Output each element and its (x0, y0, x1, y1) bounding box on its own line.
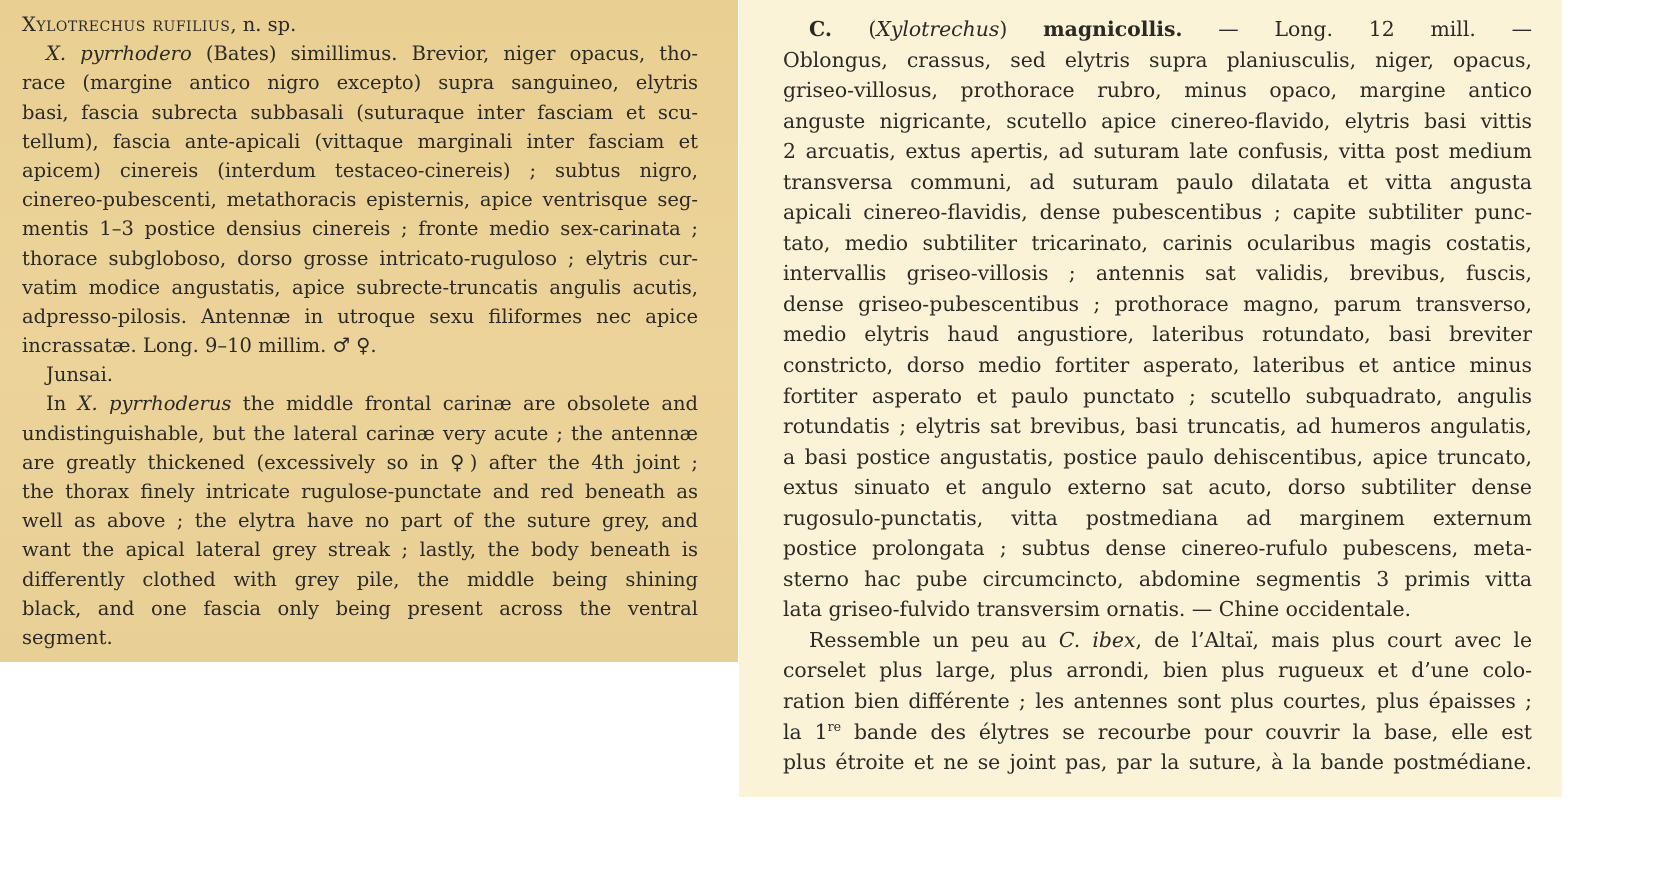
text-line (783, 442, 1532, 473)
text-segment: thorace subgloboso, dorso grosse intricato-ruguloso ; elytris cur- (22, 246, 698, 270)
text-segment: X. pyrrhoderus (77, 392, 232, 416)
text-line (783, 319, 1532, 350)
left-page-text (22, 10, 698, 652)
text-segment: the thorax finely intricate rugulose-punctate and red beneath as (22, 480, 698, 503)
text-segment: dense griseo-pubescentibus ; prothorace magno, parum transverso, (783, 291, 1532, 316)
text-segment: undistinguishable, but the lateral carinæ very acute ; the antennæ (22, 421, 698, 445)
text-segment: Oblongus, crassus, sed elytris supra planiusculis, niger, opacus, (783, 47, 1532, 72)
text-line (783, 136, 1532, 167)
text-line (22, 506, 698, 535)
text-line (22, 273, 698, 302)
text-segment: constricto, dorso medio fortiter asperato, lateribus et antice minus (783, 353, 1532, 378)
text-line (783, 717, 1532, 748)
text-line (783, 350, 1532, 381)
text-segment: la 1 (783, 719, 828, 744)
text-line (783, 533, 1532, 564)
text-line (22, 565, 698, 594)
text-segment: Junsai. (46, 363, 114, 387)
text-segment: In (46, 392, 78, 416)
text-line (783, 655, 1532, 686)
text-line (783, 14, 1532, 45)
text-segment: cinereo-pubescenti, metathoracis episternis, apice ventrisque seg- (22, 188, 698, 212)
text-line (22, 331, 698, 360)
text-segment: ( (868, 17, 877, 41)
text-segment: adpresso-pilosis. Antennæ in utroque sexu filiformes nec apice (22, 304, 698, 328)
text-segment: extus sinuato et angulo externo sat acuto, dorso subtiliter dense (783, 475, 1532, 500)
text-segment: lata griseo-fulvido transversim ornatis. — Chine occidentale. (783, 597, 1411, 622)
text-segment: Xylotrechus rufilius (22, 13, 231, 36)
text-segment: mentis 1–3 postice densius cinereis ; fronte medio sex-carinata ; (22, 217, 698, 241)
text-segment: rugosulo-punctatis, vitta postmediana ad marginem externum (783, 505, 1532, 530)
text-segment: X. pyrrhodero (46, 42, 192, 66)
text-segment: C. (809, 17, 869, 41)
text-segment: anguste nigricante, scutello apice cinereo-flavido, elytris basi vittis (783, 108, 1532, 133)
text-line (22, 68, 698, 97)
text-segment: intervallis griseo-villosis ; antennis sat validis, brevibus, fuscis, (783, 261, 1532, 286)
text-line (22, 477, 698, 506)
text-line (22, 10, 698, 39)
text-line (22, 360, 698, 389)
text-segment: incrassatæ. Long. 9–10 millim. ♂ ♀. (22, 334, 377, 358)
text-segment: griseo-villosus, prothorace rubro, minus opaco, margine antico (783, 78, 1532, 103)
text-segment: the middle frontal carinæ are obsolete and (231, 392, 698, 416)
text-segment: ) (999, 17, 1044, 41)
text-segment: basi, fascia subrecta subbasali (suturaque inter fasciam et scu- (22, 100, 698, 124)
text-segment: vatim modice angustatis, apice subrecte-truncatis angulis acutis, (22, 275, 698, 299)
text-segment: (Bates) simillimus. Brevior, niger opacus, tho- (191, 42, 698, 66)
text-line (783, 472, 1532, 503)
text-segment: corselet plus large, plus arrondi, bien plus rugueux et d’une colo- (783, 658, 1532, 683)
text-segment: black, and one fascia only being present across the ventral (22, 596, 698, 620)
text-segment: sterno hac pube circumcincto, abdomine segmentis 3 primis vitta (783, 566, 1532, 591)
text-line (22, 389, 698, 418)
text-line (783, 106, 1532, 137)
text-line (22, 127, 698, 156)
text-line (22, 156, 698, 185)
right-page-text (783, 14, 1532, 778)
text-segment: medio elytris haud angustiore, lateribus rotundato, basi breviter (783, 322, 1532, 347)
text-line (783, 45, 1532, 76)
text-segment: , n. sp. (230, 13, 297, 36)
text-segment: fortiter asperato et paulo punctato ; scutello subquadrato, angulis (783, 383, 1532, 408)
text-segment: postice prolongata ; subtus dense cinereo-rufulo pubescens, meta- (783, 536, 1532, 561)
text-line (783, 747, 1532, 778)
text-line (22, 39, 698, 68)
text-segment: Xylotrechus (876, 17, 1000, 41)
text-line (22, 594, 698, 623)
text-line (783, 686, 1532, 717)
text-segment: transversa communi, ad suturam paulo dilatata et vitta angusta (783, 169, 1532, 194)
text-line (783, 75, 1532, 106)
text-line (22, 448, 698, 477)
text-line (783, 197, 1532, 228)
text-line (783, 411, 1532, 442)
text-segment: plus étroite et ne se joint pas, par la suture, à la bande postmédiane. (783, 750, 1532, 775)
text-segment: are greatly thickened (excessively so in ♀) after the 4th joint ; (22, 450, 698, 474)
text-segment: , de l’Altaï, mais plus court avec le (1135, 627, 1532, 652)
text-line (783, 564, 1532, 595)
text-line (783, 503, 1532, 534)
text-segment: tato, medio subtiliter tricarinato, carinis ocularibus magis costatis, (783, 230, 1532, 255)
text-segment: C. ibex (1058, 627, 1136, 652)
text-segment: well as above ; the elytra have no part of the suture grey, and (22, 509, 698, 533)
text-segment: a basi postice angustatis, postice paulo dehiscentibus, apice truncato, (783, 444, 1532, 469)
text-line (22, 244, 698, 273)
text-segment: — Long. 12 mill. — (1182, 17, 1532, 41)
text-line (22, 214, 698, 243)
text-segment: apicali cinereo-flavidis, dense pubescentibus ; capite subtiliter punc- (783, 200, 1532, 225)
text-segment: race (margine antico nigro excepto) supra sanguineo, elytris (22, 71, 698, 95)
text-segment: rotundatis ; elytris sat brevibus, basi truncatis, ad humeros angulatis, (783, 414, 1532, 439)
text-segment: bande des élytres se recourbe pour couvrir la base, elle est (841, 719, 1532, 744)
text-line (783, 381, 1532, 412)
text-line (783, 167, 1532, 198)
text-segment: want the apical lateral grey streak ; lastly, the body beneath is (22, 538, 698, 562)
text-line (22, 98, 698, 127)
text-line (783, 228, 1532, 259)
text-line (22, 623, 698, 652)
text-segment: 2 arcuatis, extus apertis, ad suturam late confusis, vitta post medium (783, 139, 1532, 164)
text-segment: Ressemble un peu au (809, 627, 1059, 652)
text-line (783, 594, 1532, 625)
text-line (783, 289, 1532, 320)
text-line (22, 302, 698, 331)
text-segment: segment. (22, 625, 113, 649)
text-line (22, 419, 698, 448)
text-segment: apicem) cinereis (interdum testaceo-cinereis) ; subtus nigro, (22, 158, 698, 182)
text-segment: re (827, 718, 842, 734)
text-segment: ration bien différente ; les antennes sont plus courtes, plus épaisses ; (783, 689, 1532, 714)
text-line (783, 258, 1532, 289)
text-segment: tellum), fascia ante-apicali (vittaque marginali inter fasciam et (22, 129, 698, 153)
text-line (22, 185, 698, 214)
right-page-scan (739, 0, 1562, 797)
left-page-scan (0, 0, 738, 662)
text-segment: differently clothed with grey pile, the middle being shining (22, 567, 698, 591)
text-segment: magnicollis. (1043, 17, 1183, 41)
text-line (22, 535, 698, 564)
text-line (783, 625, 1532, 656)
